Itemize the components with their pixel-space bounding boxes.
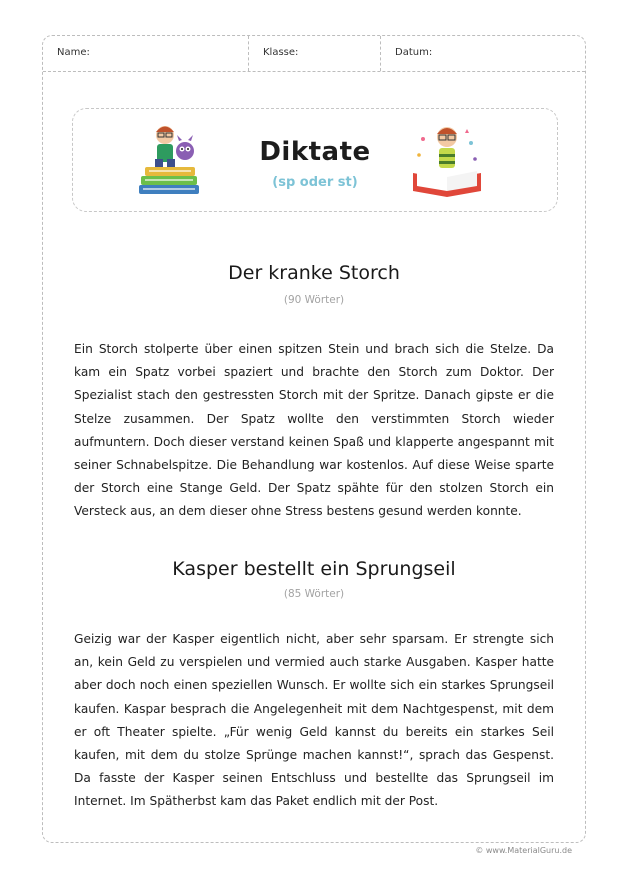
word-count-storch: (90 Wörter): [283, 294, 345, 306]
name-class-date-row: [43, 36, 585, 72]
date-label: Datum:: [395, 47, 433, 58]
class-field[interactable]: [249, 36, 381, 71]
date-field[interactable]: [381, 36, 585, 71]
page-subtitle: (sp oder st): [272, 175, 358, 190]
word-count-kasper: (85 Wörter): [283, 588, 345, 600]
title-banner: [72, 108, 558, 212]
name-label: Name:: [57, 47, 90, 58]
dictation-text-storch: Ein Storch stolperte über einen spitzen Stein und brach sich die Stelze. Da kam ein Spatz vorbei spaziert und brachte den Storch zum Doktor. Der Spezialist stach den gestressten Storch mit der Spritze. Danach gipste er die Stelze zusammen. Der Spatz wollte den verstimmten Storch wieder aufmuntern. Doch dieser verstand keinen Spaß und klapperte angespannt mit seiner Schnabelspitze. Die Behandlung war kostenlos. Auf diese Weise sparte der Storch eine Stange Geld. Der Spatz spähte für den stolzen Storch ein Versteck aus, an dem dieser ohne Stress bestens gesund werden konnte.: [74, 342, 554, 519]
section-title-kasper: Kasper bestellt ein Sprungseil: [172, 558, 456, 580]
name-field[interactable]: [43, 36, 249, 71]
page-title: Diktate: [259, 137, 371, 167]
section-title-storch: Der kranke Storch: [228, 262, 400, 284]
child-reading-book-illustration: [407, 121, 487, 201]
dictation-text-kasper: Geizig war der Kasper eigentlich nicht, aber sehr sparsam. Er strengte sich an, kein Geld zu verspielen und vermied auch starke Ausgaben. Kasper hatte aber doch noch einen speziellen Wunsch. Er wollte sich ein starkes Sprungseil kaufen. Kaspar besprach die Angelegenheit mit dem Nachtgespenst, mit dem er oft Theater spielte. „Für wenig Geld kannst du bereits ein starkes Seil kaufen, mit dem du stolze Sprünge machen kannst!“, sprach das Gespenst. Da fasste der Kasper seinen Entschluss und bestellte das Sprungseil im Internet. Im Spätherbst kam das Paket endlich mit der Post.: [74, 632, 554, 809]
class-label: Klasse:: [263, 47, 299, 58]
copyright-notice: © www.MaterialGuru.de: [475, 846, 572, 855]
